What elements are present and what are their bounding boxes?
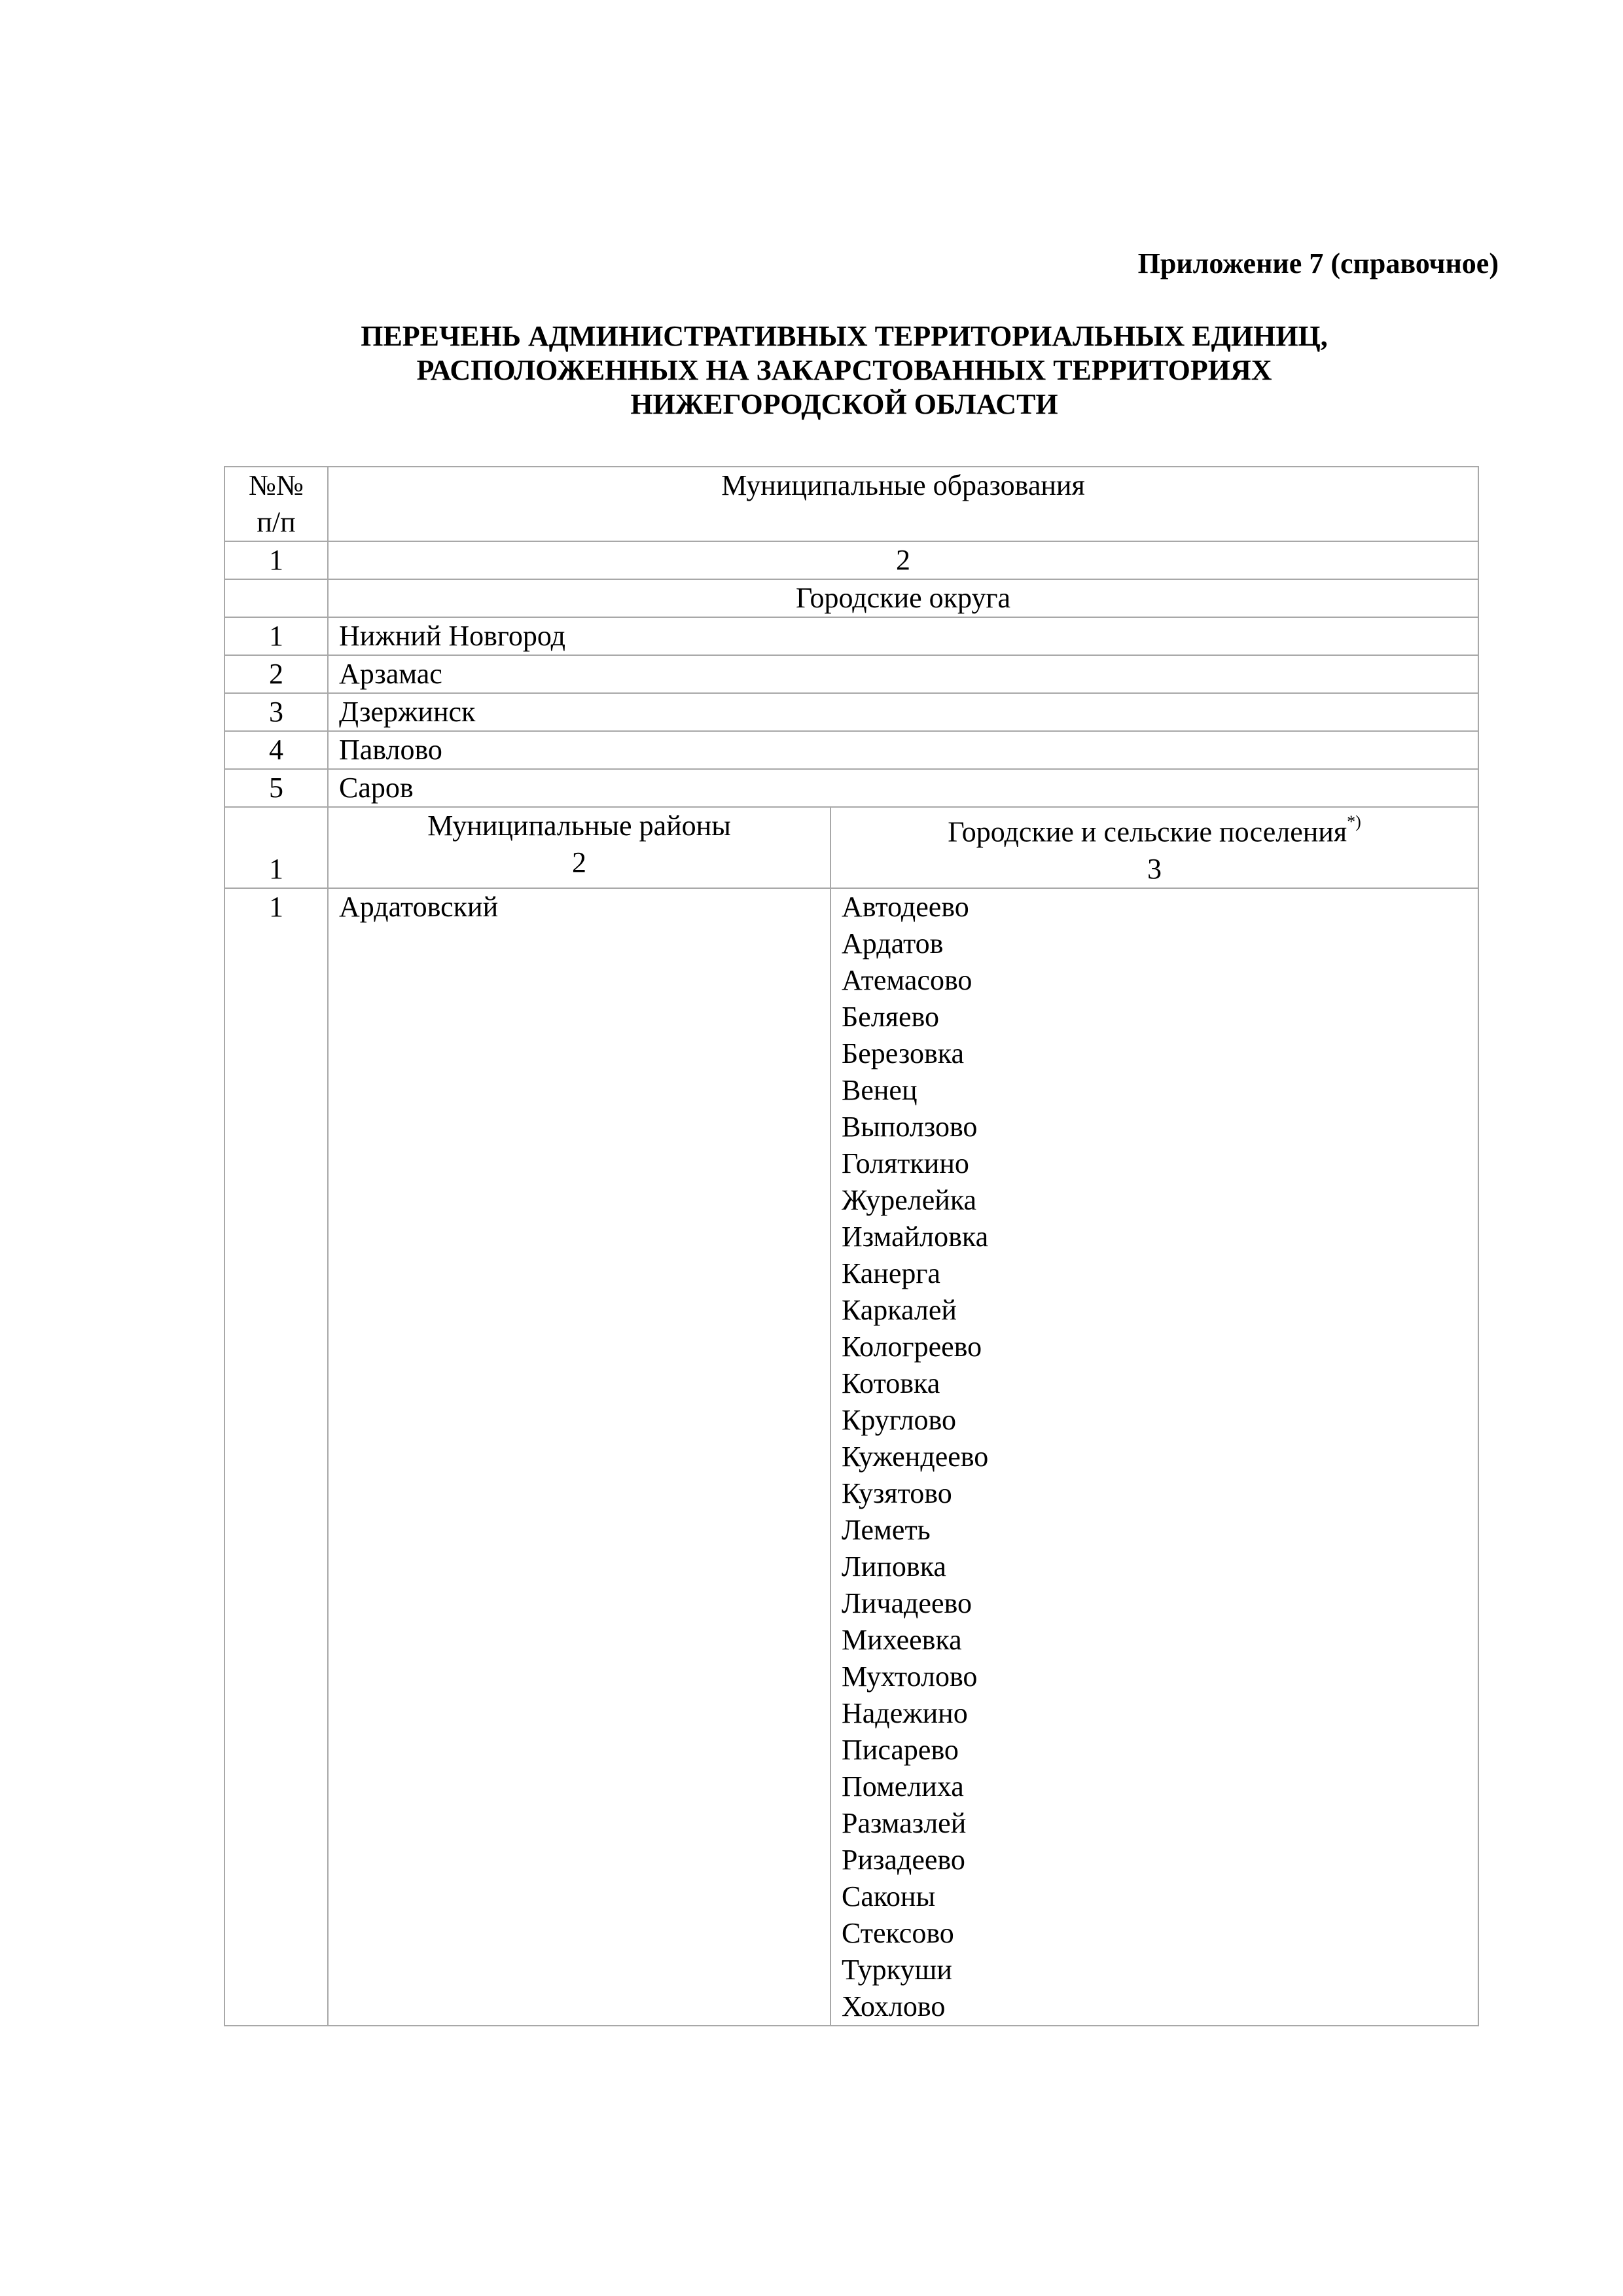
list-item: Размазлей <box>842 1806 967 1839</box>
row-number: 1 <box>224 888 328 2026</box>
list-item: Хохлово <box>842 1990 946 2022</box>
list-item: Измайловка <box>842 1220 989 1253</box>
list-item: Кузятово <box>842 1477 952 1509</box>
municipal-districts-label: Муниципальные районы <box>427 810 731 842</box>
list-item: Стексово <box>842 1916 954 1949</box>
districts-header-col2 <box>328 807 830 888</box>
settlements-label-wrap <box>842 808 1467 851</box>
row-number: 5 <box>224 769 328 807</box>
table-row <box>224 655 1478 693</box>
list-item: Мухтолово <box>842 1660 978 1693</box>
city-district-name: Нижний Новгород <box>328 617 1478 655</box>
districts-header-row <box>224 807 1478 888</box>
table-row <box>224 769 1478 807</box>
row-number: 3 <box>224 693 328 731</box>
list-item: Беляево <box>842 1000 939 1033</box>
list-item: Липовка <box>842 1550 946 1583</box>
list-item: Кологреево <box>842 1330 982 1363</box>
city-district-name: Дзержинск <box>328 693 1478 731</box>
city-districts-section-row <box>224 579 1478 617</box>
districts-header-col3 <box>830 807 1478 888</box>
header-num-line1: №№ <box>249 469 304 501</box>
column-index-1: 1 <box>224 541 328 579</box>
document-title <box>223 319 1466 422</box>
city-district-name: Павлово <box>328 731 1478 769</box>
table-row <box>224 693 1478 731</box>
districts-header-index-3: 3 <box>1147 852 1162 885</box>
list-item: Надежино <box>842 1696 968 1729</box>
city-districts-label: Городские округа <box>328 579 1478 617</box>
table-row <box>224 617 1478 655</box>
list-item: Выползово <box>842 1110 978 1143</box>
list-item: Атемасово <box>842 963 972 996</box>
districts-header-index-1: 1 <box>224 807 328 888</box>
row-number: 1 <box>224 617 328 655</box>
table-row <box>224 731 1478 769</box>
settlements-footnote-mark: *) <box>1347 812 1361 831</box>
district-name: Ардатовский <box>328 888 830 2026</box>
header-num-cell <box>224 467 328 541</box>
title-line-3: НИЖЕГОРОДСКОЙ ОБЛАСТИ <box>630 388 1058 420</box>
territorial-units-table <box>224 466 1479 2026</box>
table-header-row <box>224 467 1478 541</box>
empty-cell <box>224 579 328 617</box>
title-line-2: РАСПОЛОЖЕННЫХ НА ЗАКАРСТОВАННЫХ ТЕРРИТОРИЯХ <box>416 354 1272 386</box>
city-district-name: Арзамас <box>328 655 1478 693</box>
list-item: Круглово <box>842 1403 957 1436</box>
list-item: Михеевка <box>842 1623 962 1656</box>
list-item: Березовка <box>842 1037 964 1069</box>
list-item: Каркалей <box>842 1293 957 1326</box>
row-number: 2 <box>224 655 328 693</box>
list-item: Канерга <box>842 1257 940 1289</box>
table-row <box>224 888 1478 2026</box>
districts-header-index-2: 2 <box>572 846 586 878</box>
row-number: 4 <box>224 731 328 769</box>
title-line-1: ПЕРЕЧЕНЬ АДМИНИСТРАТИВНЫХ ТЕРРИТОРИАЛЬНЫХ ЕДИНИЦ, <box>361 320 1328 352</box>
list-item: Писарево <box>842 1733 959 1766</box>
header-municipal-entities: Муниципальные образования <box>328 467 1478 541</box>
column-index-row <box>224 541 1478 579</box>
column-index-2: 2 <box>328 541 1478 579</box>
list-item: Туркуши <box>842 1953 952 1986</box>
list-item: Автодеево <box>842 890 969 923</box>
settlements-list <box>830 888 1478 2026</box>
list-item: Кужендеево <box>842 1440 989 1473</box>
appendix-label: Приложение 7 (справочное) <box>1137 247 1499 279</box>
list-item: Ардатов <box>842 927 944 960</box>
list-item: Саконы <box>842 1880 936 1912</box>
list-item: Личадеево <box>842 1587 972 1619</box>
list-item: Голяткино <box>842 1147 969 1179</box>
header-num-line2: п/п <box>257 506 296 538</box>
settlements-label: Городские и сельские поселения <box>948 816 1347 848</box>
list-item: Ризадеево <box>842 1843 965 1876</box>
list-item: Венец <box>842 1073 918 1106</box>
list-item: Котовка <box>842 1367 940 1399</box>
list-item: Журелейка <box>842 1183 977 1216</box>
list-item: Леметь <box>842 1513 931 1546</box>
city-district-name: Саров <box>328 769 1478 807</box>
list-item: Помелиха <box>842 1770 964 1803</box>
